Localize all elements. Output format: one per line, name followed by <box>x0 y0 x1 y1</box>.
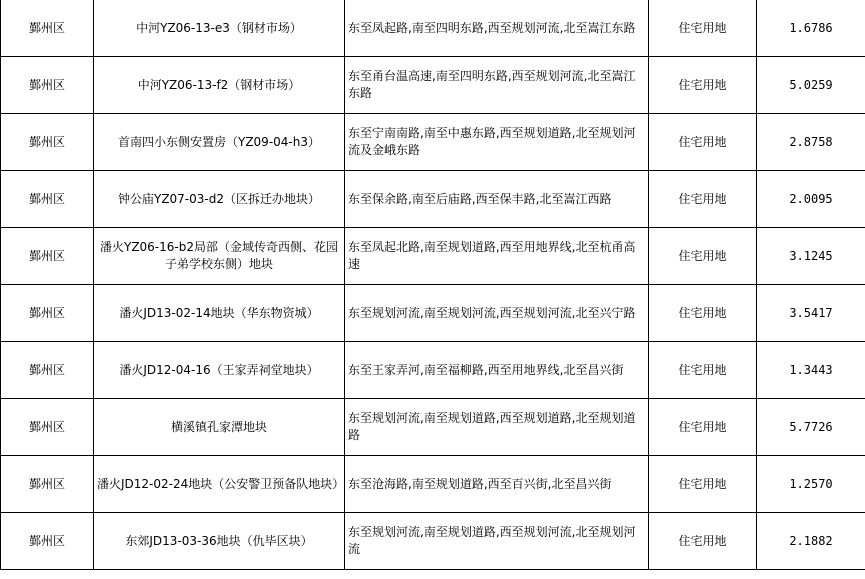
table-row <box>1 0 865 57</box>
land-use-cell: 住宅用地 <box>649 171 757 228</box>
parcel-name-cell: 中河YZ06-13-e3（钢材市场） <box>94 0 345 57</box>
table-row <box>1 228 865 285</box>
table-body <box>1 0 865 570</box>
area-cell: 5.7726 <box>757 399 865 456</box>
table-row <box>1 456 865 513</box>
table-row <box>1 342 865 399</box>
parcel-name-cell: 潘火YZ06-16-b2局部（金域传奇西侧、花园子弟学校东侧）地块 <box>94 228 345 285</box>
parcel-name-cell: 首南四小东侧安置房（YZ09-04-h3） <box>94 114 345 171</box>
district-cell: 鄞州区 <box>1 228 94 285</box>
boundary-cell: 东至甬台温高速,南至四明东路,西至规划河流,北至嵩江东路 <box>345 57 649 114</box>
boundary-cell: 东至规划河流,南至规划道路,西至规划道路,北至规划道路 <box>345 399 649 456</box>
district-cell: 鄞州区 <box>1 285 94 342</box>
area-cell: 1.2570 <box>757 456 865 513</box>
boundary-cell: 东至规划河流,南至规划河流,西至规划河流,北至兴宁路 <box>345 285 649 342</box>
district-cell: 鄞州区 <box>1 399 94 456</box>
district-cell: 鄞州区 <box>1 513 94 570</box>
land-use-cell: 住宅用地 <box>649 0 757 57</box>
area-cell: 2.8758 <box>757 114 865 171</box>
boundary-cell: 东至凤起路,南至四明东路,西至规划河流,北至嵩江东路 <box>345 0 649 57</box>
boundary-cell: 东至保余路,南至后庙路,西至保丰路,北至嵩江西路 <box>345 171 649 228</box>
boundary-cell: 东至宁南南路,南至中惠东路,西至规划道路,北至规划河流及金峨东路 <box>345 114 649 171</box>
parcel-name-cell: 潘火JD12-04-16（王家弄祠堂地块） <box>94 342 345 399</box>
land-use-cell: 住宅用地 <box>649 285 757 342</box>
district-cell: 鄞州区 <box>1 342 94 399</box>
boundary-cell: 东至规划河流,南至规划道路,西至规划河流,北至规划河流 <box>345 513 649 570</box>
boundary-cell: 东至凤起北路,南至规划道路,西至用地界线,北至杭甬高速 <box>345 228 649 285</box>
table-row <box>1 285 865 342</box>
land-use-cell: 住宅用地 <box>649 114 757 171</box>
parcel-name-cell: 横溪镇孔家潭地块 <box>94 399 345 456</box>
land-use-cell: 住宅用地 <box>649 456 757 513</box>
area-cell: 3.5417 <box>757 285 865 342</box>
district-cell: 鄞州区 <box>1 456 94 513</box>
table-row <box>1 114 865 171</box>
boundary-cell: 东至沧海路,南至规划道路,西至百兴街,北至昌兴街 <box>345 456 649 513</box>
area-cell: 1.6786 <box>757 0 865 57</box>
land-use-cell: 住宅用地 <box>649 342 757 399</box>
area-cell: 5.0259 <box>757 57 865 114</box>
land-use-cell: 住宅用地 <box>649 399 757 456</box>
area-cell: 2.0095 <box>757 171 865 228</box>
parcel-name-cell: 钟公庙YZ07-03-d2（区拆迁办地块） <box>94 171 345 228</box>
district-cell: 鄞州区 <box>1 114 94 171</box>
boundary-cell: 东至王家弄河,南至福柳路,西至用地界线,北至昌兴街 <box>345 342 649 399</box>
table-row <box>1 171 865 228</box>
parcel-name-cell: 潘火JD13-02-14地块（华东物资城） <box>94 285 345 342</box>
land-use-cell: 住宅用地 <box>649 228 757 285</box>
table-row <box>1 399 865 456</box>
parcel-name-cell: 东郊JD13-03-36地块（仇毕区块） <box>94 513 345 570</box>
district-cell: 鄞州区 <box>1 0 94 57</box>
area-cell: 2.1882 <box>757 513 865 570</box>
area-cell: 3.1245 <box>757 228 865 285</box>
table-row <box>1 57 865 114</box>
parcel-name-cell: 中河YZ06-13-f2（钢材市场） <box>94 57 345 114</box>
area-cell: 1.3443 <box>757 342 865 399</box>
land-use-cell: 住宅用地 <box>649 57 757 114</box>
land-use-cell: 住宅用地 <box>649 513 757 570</box>
district-cell: 鄞州区 <box>1 57 94 114</box>
table-row <box>1 513 865 570</box>
parcel-name-cell: 潘火JD12-02-24地块（公安警卫预备队地块） <box>94 456 345 513</box>
district-cell: 鄞州区 <box>1 171 94 228</box>
